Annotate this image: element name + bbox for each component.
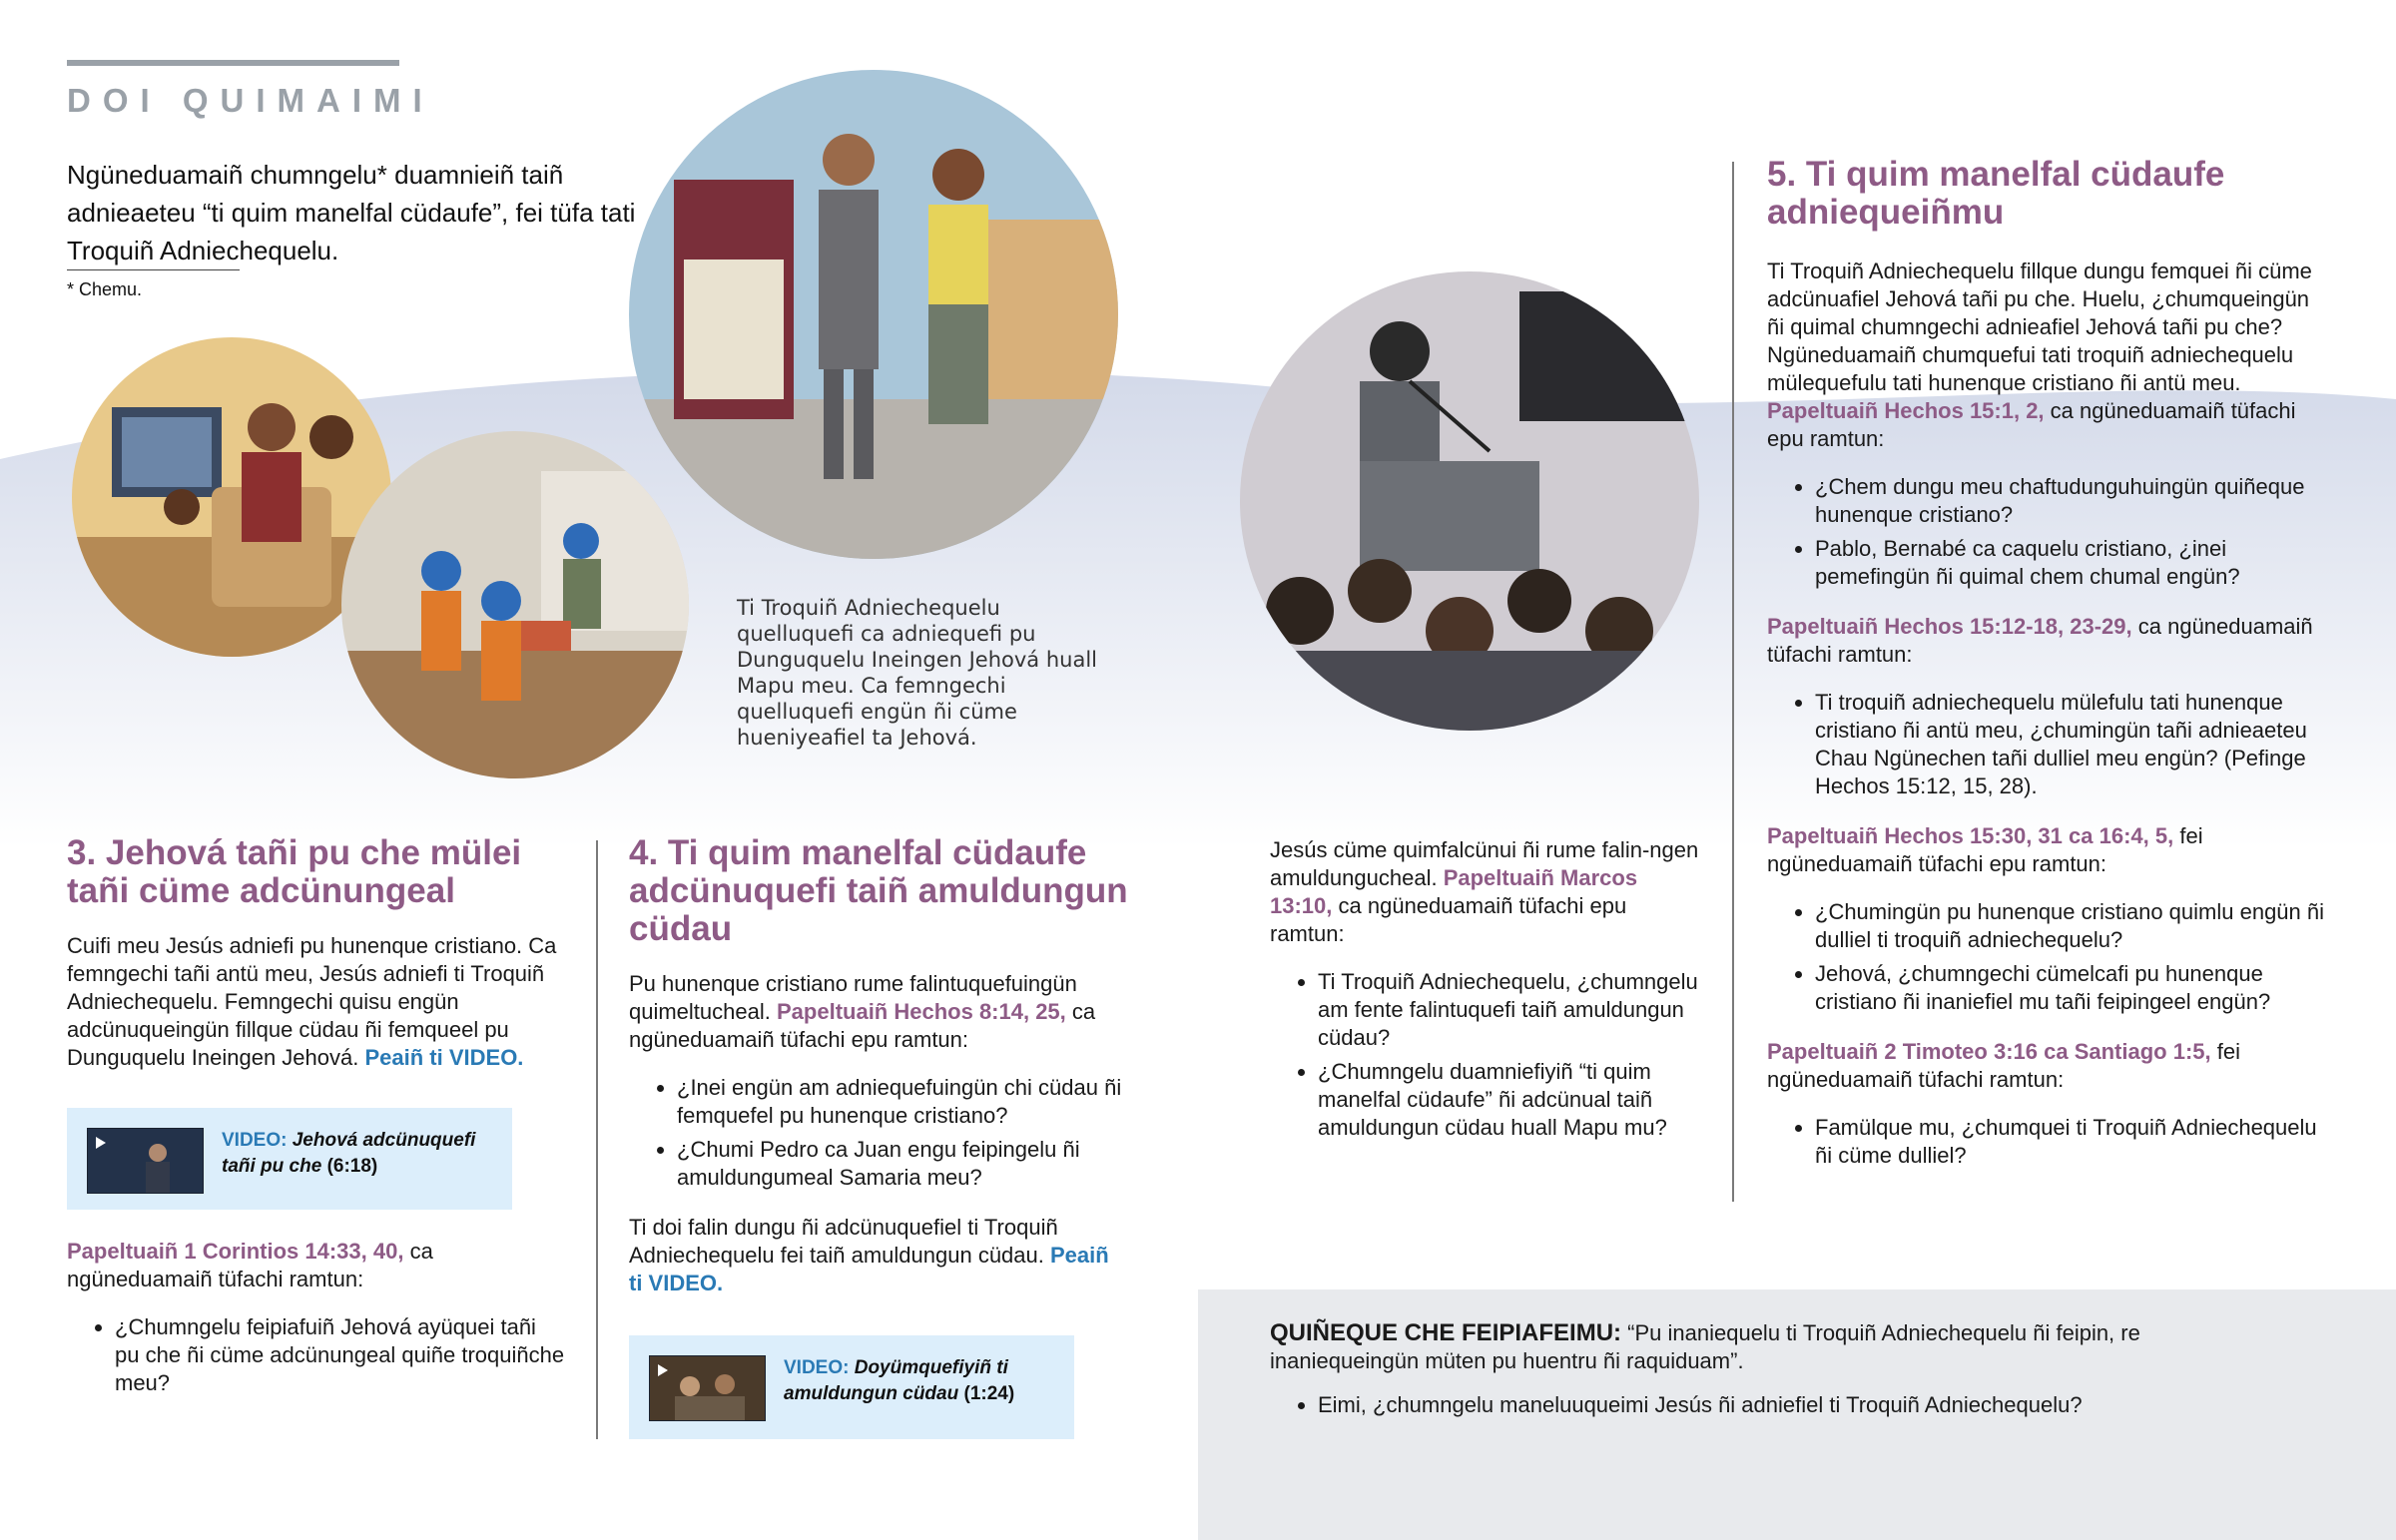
scripture-ref[interactable]: Papeltuaiñ Hechos 15:30, 31 ca 16:4, 5, [1767, 823, 2174, 848]
lesson-label: DOI QUIMAIMI [67, 82, 434, 119]
question-item: • Ti Troquiñ Adniechequelu, ¿chumngelu am fente falintuquefi taiñ amuldungun cüdau? [1318, 968, 1699, 1052]
image-caption: Ti Troquiñ Adniechequelu quelluquefi ca adniequefi pu Dunguquelu Ineingen Jehová huall Mapu meu. Ca femngechi quelluquefi engün ñi cüme hueniyeafiel ta Jehová. [737, 596, 1098, 750]
section-5: 5. Ti quim manelfal cüdaufe adniequeiñmu Ti Troquiñ Adniechequelu fillque dungu femquei ñi cüme adcünuafiel Jehová tañi pu che. Huelu, ¿chumqueingün ñi quimal chumngechi adnieafiel Jehová tañi pu che? Ngüneduamaiñ chumquefui tati troquiñ adniechequelu mülequefulu tati hunenque cristiano ñi antü meu. Papeltuaiñ Hechos 15:1, 2, ca ngüneduamaiñ tüfachi epu ramtun: • ¿Chem dungu meu chaftudunguhuingün quiñeque hunenque cristiano? • Pablo, Bernabé ca caquelu cristiano, ¿inei pemefingün ñi quimal chem chumal engün? Papeltuaiñ Hechos 15:12-18, 23-29, ca ngüneduamaiñ tüfachi ramtun: • Ti troquiñ adniechequelu mülefulu tati hunenque cristiano ñi antü meu, ¿chumingün tañi adnieaeteu Chau Ngünechen tañi dulliel meu engün? (Pefinge Hechos 15:12, 15, 28). Papeltuaiñ Hechos 15:30, 31 ca 16:4, 5, fei ngüneduamaiñ tüfachi epu ramtun: • ¿Chumingün pu hunenque cristiano quimlu engün ñi dulliel ti troquiñ adniechequelu? • Jehová, ¿chumngechi cümelcafi pu hunenque cristiano ñi inaniefiel mu tañi feipingeel engün? Papeltuaiñ 2 Timoteo 3:16 ca Santiago 1:5, fei ngüneduamaiñ tüfachi ramtun: • Famülque mu, ¿chumquei ti Troquiñ Adniechequelu ñi cüme dulliel? [1767, 156, 2331, 1192]
section-3 [67, 834, 566, 1092]
illustration-couple-cart [629, 70, 1118, 559]
video-card-jehova[interactable] [67, 1108, 512, 1210]
section-4-body: Pu hunenque cristiano rume falintuquefuingün quimeltucheal. [629, 971, 1077, 1024]
scripture-ref[interactable]: Papeltuaiñ Marcos 13:10, [1270, 865, 1638, 918]
footnote-rule [67, 269, 240, 270]
scripture-ref[interactable]: Papeltuaiñ Hechos 15:1, 2, [1767, 398, 2045, 423]
video-label: VIDEO: Jehová adcünuquefi tañi pu che (6:18) [222, 1130, 476, 1177]
intro-text: Ngüneduamaiñ chumngelu* duamnieiñ taiñ adnieaeteu “ti quim manelfal cüdaufe”, fei tüfa tati Troquiñ Adniechequelu. [67, 160, 636, 265]
video-thumbnail[interactable] [87, 1128, 204, 1194]
column-divider [1732, 162, 1734, 1202]
scripture-ref[interactable]: Papeltuaiñ 2 Timoteo 3:16 ca Santiago 1:5, [1767, 1039, 2211, 1064]
scripture-ref[interactable]: Papeltuaiñ Hechos 8:14, 25, [777, 999, 1066, 1024]
section-3-body: Cuifi meu Jesús adniefi pu hunenque cristiano. Ca femngechi tañi antü meu, Jesús adniefi ti Troquiñ Adniechequelu. Femngechi quisu engün adcünuqueingün fillque cüdau ñi femqueel pu Dunguquelu Ineingen Jehová. [67, 933, 557, 1070]
scripture-ref[interactable]: Papeltuaiñ Hechos 15:12-18, 23-29, [1767, 614, 2132, 639]
section-4-closing: Ti doi falin dungu ñi adcünuquefiel ti Troquiñ Adniechequelu fei taiñ amuldungun cüdau. [629, 1215, 1058, 1268]
section-4-video-link[interactable]: Peaiñ ti VIDEO. [629, 1243, 1109, 1295]
footnote: * Chemu. [67, 279, 143, 299]
video-thumbnail[interactable] [649, 1355, 766, 1421]
question-item: • ¿Chumngelu feipiafuiñ Jehová ayüquei tañi pu che ñi cüme adcünungeal quiñe troquiñche meu? [115, 1313, 566, 1397]
column-divider [596, 840, 598, 1439]
section-5-body: Ti Troquiñ Adniechequelu fillque dungu femquei ñi cüme adcünuafiel Jehová tañi pu che. Huelu, ¿chumqueingün ñi quimal chumngechi adnieafiel Jehová tañi pu che? Ngüneduamaiñ chumquefui tati troquiñ adniechequelu mülequefulu tati hunenque cristiano ñi antü meu. [1767, 258, 2312, 395]
review-box [1198, 1289, 2396, 1540]
scripture-ref[interactable]: Papeltuaiñ 1 Corintios 14:33, 40, [67, 1239, 404, 1264]
question-item: • Ti troquiñ adniechequelu mülefulu tati hunenque cristiano ñi antü meu, ¿chumingün tañi adnieaeteu Chau Ngünechen tañi dulliel meu engün? (Pefinge Hechos 15:12, 15, 28). [1815, 689, 2331, 800]
video-label: VIDEO: Doyümquefiyiñ ti amuldungun cüdau (1:24) [784, 1357, 1015, 1404]
section-4-title: 4. Ti quim manelfal cüdaufe adcünuquefi taiñ amuldungun cüdau [629, 833, 1128, 948]
section-3-video-link[interactable]: Peaiñ ti VIDEO. [364, 1045, 524, 1070]
section-4: 4. Ti quim manelfal cüdaufe adcünuquefi taiñ amuldungun cüdau Pu hunenque cristiano rume falintuquefuingün quimeltucheal. Papeltuaiñ Hechos 8:14, 25, ca ngüneduamaiñ tüfachi epu ramtun: • ¿Inei engün am adniequefuingün chi cüdau ñi femquefel pu hunenque cristiano? • ¿Chumi Pedro ca Juan engu feipingelu ñi amuldungumeal Samaria meu? Ti doi falin dungu ñi adcünuquefiel ti Troquiñ Adniechequelu fei taiñ amuldungun cüdau. Peaiñ ti VIDEO. [629, 834, 1128, 1317]
middle-body: Jesús cüme quimfalcünui ñi rume falin-ngen amuldungucheal. [1270, 837, 1699, 890]
section-5-title: 5. Ti quim manelfal cüdaufe adniequeiñmu [1767, 155, 2225, 232]
video-card-preaching[interactable] [629, 1335, 1074, 1439]
question-item: • ¿Chumingün pu hunenque cristiano quimlu engün ñi dulliel ti troquiñ adniechequelu? [1815, 898, 2331, 954]
illustration-speaker [1240, 271, 1699, 731]
question-item: • ¿Inei engün am adniequefuingün chi cüdau ñi femquefel pu hunenque cristiano? [677, 1074, 1128, 1130]
middle-text: Jesús cüme quimfalcünui ñi rume falin-ngen amuldungucheal. Papeltuaiñ Marcos 13:10, ca ngüneduamaiñ tüfachi epu ramtun: • Ti Troquiñ Adniechequelu, ¿chumngelu am fente falintuquefi taiñ amuldungun cüdau? • ¿Chumngelu duamniefiyiñ “ti quim manelfal cüdaufe” ñi adcünual taiñ amuldungun cüdau huall Mapu mu? [1270, 836, 1699, 1164]
question-item: • Jehová, ¿chumngechi cümelcafi pu hunenque cristiano ñi inaniefiel mu tañi feipingeel engün? [1815, 960, 2331, 1016]
question-item: • Pablo, Bernabé ca caquelu cristiano, ¿inei pemefingün ñi quimal chem chumal engün? [1815, 535, 2331, 591]
question-item: • ¿Chumi Pedro ca Juan engu feipingelu ñi amuldungumeal Samaria meu? [677, 1136, 1128, 1192]
illustration-volunteers [341, 431, 689, 778]
question-item: • Eimi, ¿chumngelu maneluuqueimi Jesús ñi adniefiel ti Troquiñ Adniechequelu? [1318, 1391, 2268, 1419]
section-3-title: 3. Jehová tañi pu che mülei tañi cüme adcünungeal [67, 833, 522, 910]
question-item: • Famülque mu, ¿chumquei ti Troquiñ Adniechequelu ñi cüme dulliel? [1815, 1114, 2331, 1170]
review-label: QUIÑEQUE CHE FEIPIAFEIMU: [1270, 1319, 1622, 1346]
question-item: • ¿Chumngelu duamniefiyiñ “ti quim manelfal cüdaufe” ñi adcünual taiñ amuldungun cüdau huall Mapu mu? [1318, 1058, 1699, 1142]
question-item: • ¿Chem dungu meu chaftudunguhuingün quiñeque hunenque cristiano? [1815, 473, 2331, 529]
section-3-reading: Papeltuaiñ 1 Corintios 14:33, 40, ca ngüneduamaiñ tüfachi ramtun: • ¿Chumngelu feipiafuiñ Jehová ayüquei tañi pu che ñi cüme adcünungeal quiñe troquiñche meu? [67, 1238, 566, 1419]
header-rule [67, 60, 399, 66]
review-quote: “Pu inaniequelu ti Troquiñ Adniechequelu ñi feipin, re inaniequeingün müten pu huentru ñi raquiduam”. [1270, 1320, 2140, 1373]
